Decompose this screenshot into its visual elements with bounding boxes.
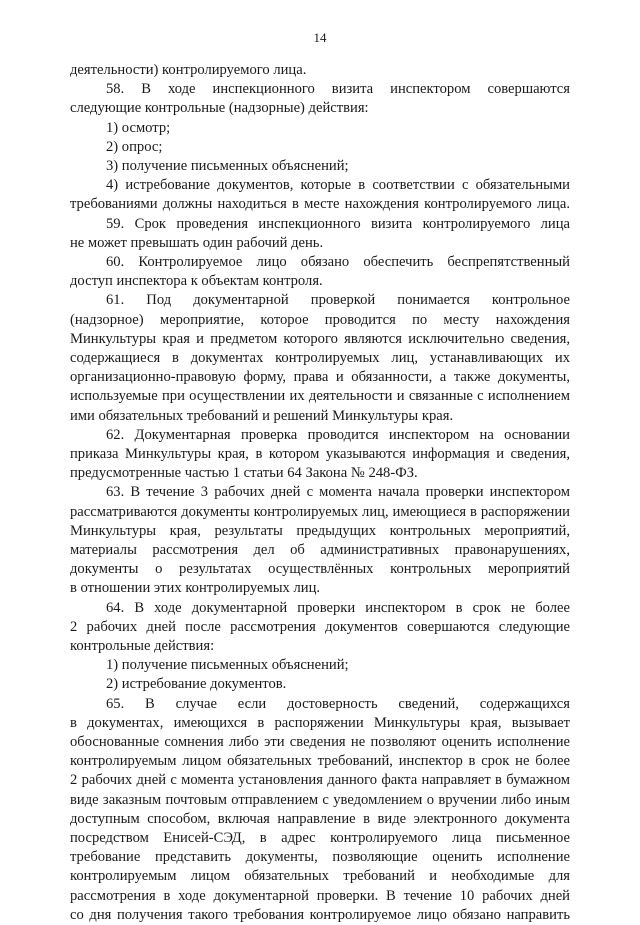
text-line: 2 рабочих дней с момента установления данного факта направляет в бумажном (70, 772, 570, 789)
text-line: контролируемым лицом обязательных требований и необходимые для (70, 868, 570, 885)
text-line: в отношении этих контролируемых лиц. (70, 580, 321, 597)
text-line: 63. В течение 3 рабочих дней с момента начала проверки инспектором (106, 484, 570, 501)
text-line: 65. В случае если достоверность сведений, содержащихся (106, 695, 570, 712)
text-line: 59. Срок проведения инспекционного визита контролируемого лица (106, 215, 570, 232)
text-line: контролируемым лицом обязательных требований, инспектор в срок не более (70, 753, 570, 770)
text-line: следующие контрольные (надзорные) действия: (70, 100, 369, 117)
text-line: 64. В ходе документарной проверки инспектором в срок не более (106, 599, 570, 616)
text-line: требованиями должны находиться в месте нахождения контролируемого лица. (70, 196, 570, 213)
text-line: предусмотренные частью 1 статьи 64 Закона № 248-ФЗ. (70, 465, 418, 482)
text-line: 62. Документарная проверка проводится инспектором на основании (106, 426, 570, 443)
text-line: 58. В ходе инспекционного визита инспектором совершаются (106, 81, 570, 98)
text-line: 1) получение письменных объяснений; (106, 657, 349, 674)
text-line: 60. Контролируемое лицо обязано обеспечить беспрепятственный (106, 254, 570, 270)
text-line: 61. Под документарной проверкой понимается контрольное (106, 292, 570, 309)
text-line: деятельности) контролируемого лица. (70, 62, 307, 78)
text-line: используемые при осуществлении их деятельности и связанные с исполнением (70, 388, 570, 405)
text-line: виде заказным почтовым отправлением с уведомлением о вручении либо иным (70, 791, 570, 808)
text-line: 1) осмотр; (106, 119, 171, 136)
text-line: посредством Енисей-СЭД, в адрес контролируемого лица письменное (70, 830, 570, 846)
text-line: приказа Минкультуры края, в котором указываются информация и сведения, (70, 446, 570, 462)
text-line: 2 рабочих дней после рассмотрения документов совершаются следующие (70, 618, 570, 635)
text-line: 2) опрос; (106, 138, 163, 155)
text-line: контрольные действия: (70, 638, 215, 654)
text-line: доступным способом, включая направление в виде электронного документа (70, 810, 570, 827)
text-line: 2) истребование документов. (106, 676, 287, 693)
text-line: организационно-правовую форму, права и обязанности, а также документы, (70, 369, 570, 386)
text-line: доступ инспектора к объектам контроля. (70, 273, 323, 290)
text-line: содержащиеся в документах контролируемых лиц, устанавливающих их (70, 350, 570, 366)
text-line: материалы рассмотрения дел об административных правонарушениях, (70, 542, 570, 558)
text-line: не может превышать один рабочий день. (70, 234, 324, 251)
page-number: 14 (313, 30, 327, 45)
text-line: (надзорное) мероприятие, которое проводится по месту нахождения (70, 311, 570, 328)
text-line: рассмотрения в ходе документарной проверки. В течение 10 рабочих дней (70, 887, 570, 904)
text-line: ими обязательных требований и решений Минкультуры края. (70, 407, 454, 424)
text-line: документы о результатах осуществлённых контрольных мероприятий (70, 561, 570, 578)
text-line: требование представить документы, позволяющие оценить исполнение (70, 849, 570, 866)
text-line: Минкультуры края и предметом которого являются исключительно сведения, (70, 330, 570, 347)
text-line: со дня получения такого требования контролируемое лицо обязано направить (70, 906, 570, 923)
text-line: 3) получение письменных объяснений; (106, 158, 349, 174)
text-line: 4) истребование документов, которые в соответствии с обязательными (106, 177, 570, 194)
text-line: рассматриваются документы контролируемых лиц, имеющиеся в распоряжении (70, 503, 570, 520)
text-line: в документах, имеющихся в распоряжении Минкультуры края, вызывает (70, 714, 570, 731)
text-line: обоснованные сомнения либо эти сведения не позволяют оценить исполнение (70, 734, 570, 750)
text-line: Минкультуры края, результаты предыдущих контрольных мероприятий, (70, 522, 570, 539)
